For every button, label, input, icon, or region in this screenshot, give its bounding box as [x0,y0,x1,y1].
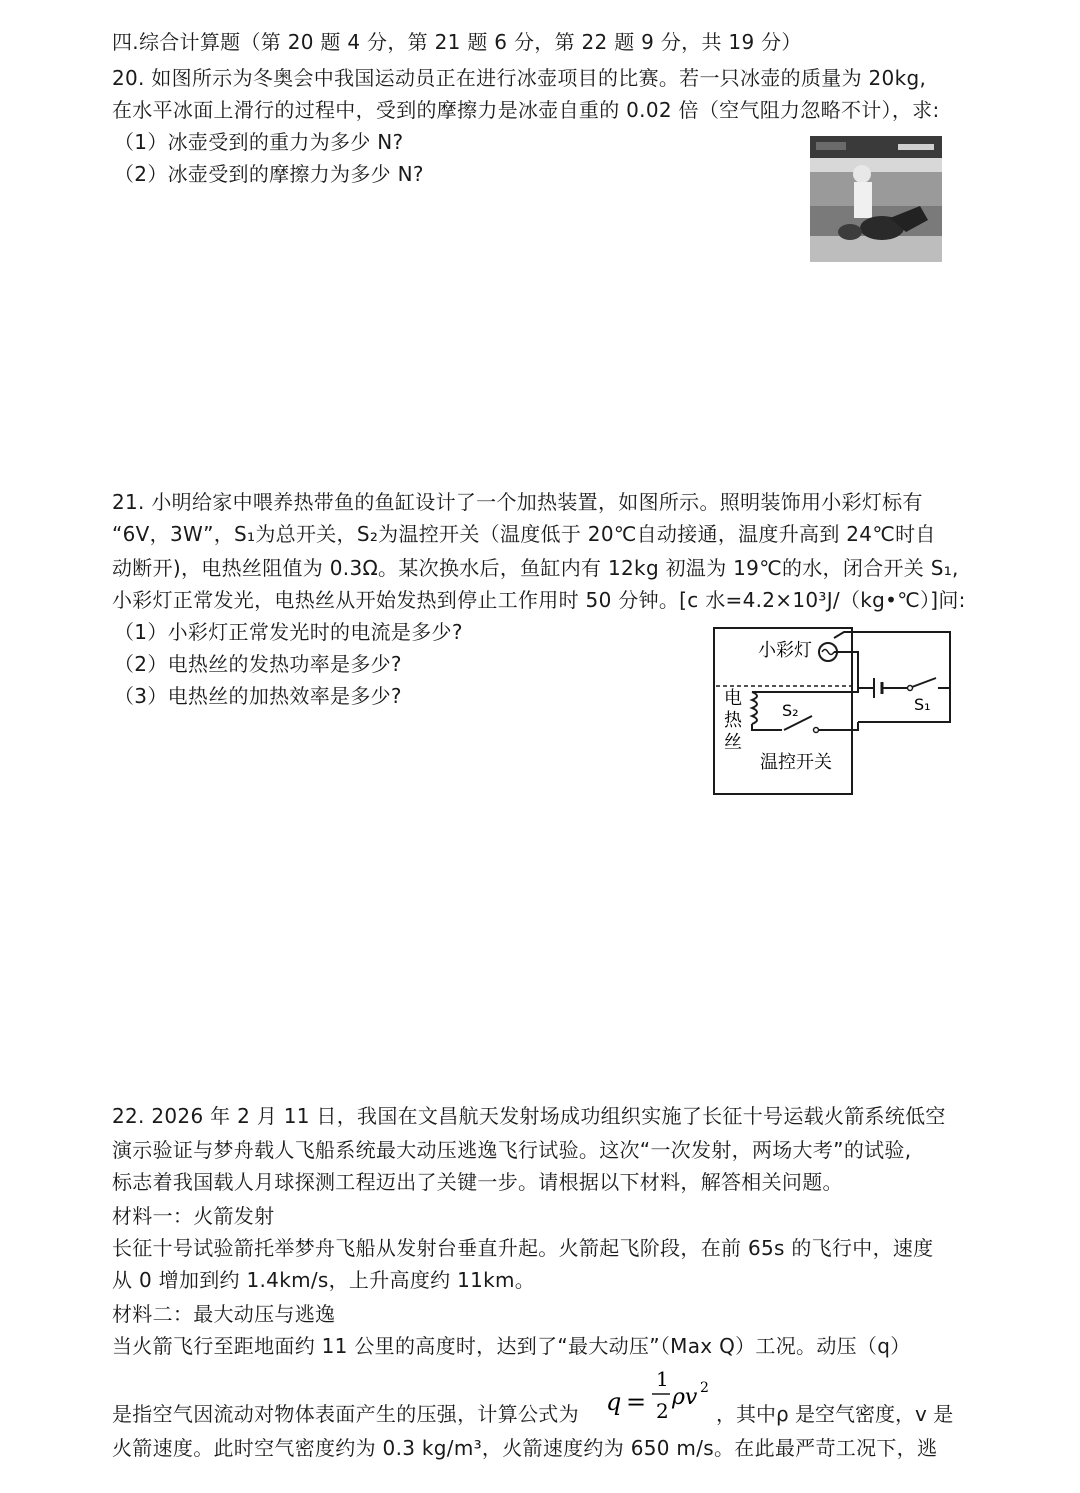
formula-eq: = [626,1388,647,1416]
switch-label: 温控开关 [760,752,832,773]
heater-coil-icon [752,692,757,724]
material2-line-3: 火箭速度。此时空气密度约为 0.3 kg/m³，火箭速度约为 650 m/s。在此最严苛工况下，逃 [112,1436,938,1460]
q21-line-1: 21. 小明给家中喂养热带鱼的鱼缸设计了一个加热装置，如图所示。照明装饰用小彩灯标有 [112,490,923,514]
s2-switch-icon [814,728,819,733]
material1-line-1: 长征十号试验箭托举梦舟飞船从发射台垂直升起。火箭起飞阶段，在前 65s 的飞行中，速度 [112,1236,934,1260]
formula-lhs: q [606,1388,622,1416]
formula-exp: 2 [700,1380,709,1396]
material2-line-1: 当火箭飞行至距地面约 11 公里的高度时，达到了“最大动压”（Max Q）工况。动压（q） [112,1334,911,1358]
heater-label-1: 电 [724,688,742,709]
material1-line-2: 从 0 增加到约 1.4km/s，上升高度约 11km。 [112,1268,536,1292]
q21-sub3: （3）电热丝的加热效率是多少? [114,684,402,708]
heater-label-2: 热 [724,710,742,731]
s2-label: S₂ [782,701,799,720]
curling-photo-graphic [810,136,942,262]
formula-numerator: 1 [656,1367,669,1391]
material1-title: 材料一：火箭发射 [112,1204,275,1228]
formula-rhs: ρv [672,1385,698,1410]
q20-line-1: 20. 如图所示为冬奥会中我国运动员正在进行冰壶项目的比赛。若一只冰壶的质量为 20kg, [112,66,927,90]
q20-sub1: （1）冰壶受到的重力为多少 N? [114,130,404,154]
circuit-diagram [712,622,960,798]
q22-line-2: 演示验证与梦舟载人飞船系统最大动压逃逸飞行试验。这次“一次发射，两场大考”的试验, [112,1138,912,1162]
dynamic-pressure-formula [604,1360,714,1430]
material2-line-2: 是指空气因流动对物体表面产生的压强，计算公式为 [112,1402,579,1426]
q21-line-2: “6V，3W”，S₁为总开关，S₂为温控开关（温度低于 20℃自动接通，温度升高到 24℃时自 [112,522,936,546]
q22-line-3: 标志着我国载人月球探测工程迈出了关键一步。请根据以下材料，解答相关问题。 [112,1170,843,1194]
q21-sub2: （2）电热丝的发热功率是多少? [114,652,402,676]
q20-line-2: 在水平冰面上滑行的过程中，受到的摩擦力是冰壶自重的 0.02 倍（空气阻力忽略不计），求: [112,98,940,122]
s1-label: S₁ [914,695,931,714]
formula-denominator: 2 [656,1399,669,1423]
lamp-label: 小彩灯 [758,640,812,661]
q22-line-1: 22. 2026 年 2 月 11 日，我国在文昌航天发射场成功组织实施了长征十号运载火箭系统低空 [112,1104,946,1128]
section-header: 四.综合计算题（第 20 题 4 分，第 21 题 6 分，第 22 题 9 分，共 19 分） [112,30,802,54]
q21-line-3: 动断开)，电热丝阻值为 0.3Ω。某次换水后，鱼缸内有 12kg 初温为 19℃的水，闭合开关 S₁, [112,556,959,580]
q20-sub2: （2）冰壶受到的摩擦力为多少 N? [114,162,424,186]
q21-line-4: 小彩灯正常发光，电热丝从开始发热到停止工作用时 50 分钟。[c 水=4.2×10³J/（kg•℃）]问: [112,588,966,612]
q21-sub1: （1）小彩灯正常发光时的电流是多少? [114,620,463,644]
material2-title: 材料二：最大动压与逃逸 [112,1302,336,1326]
heater-label-3: 丝 [724,732,742,753]
formula-after-text: ，其中ρ 是空气密度，v 是 [716,1402,954,1426]
curling-photo [810,136,942,262]
